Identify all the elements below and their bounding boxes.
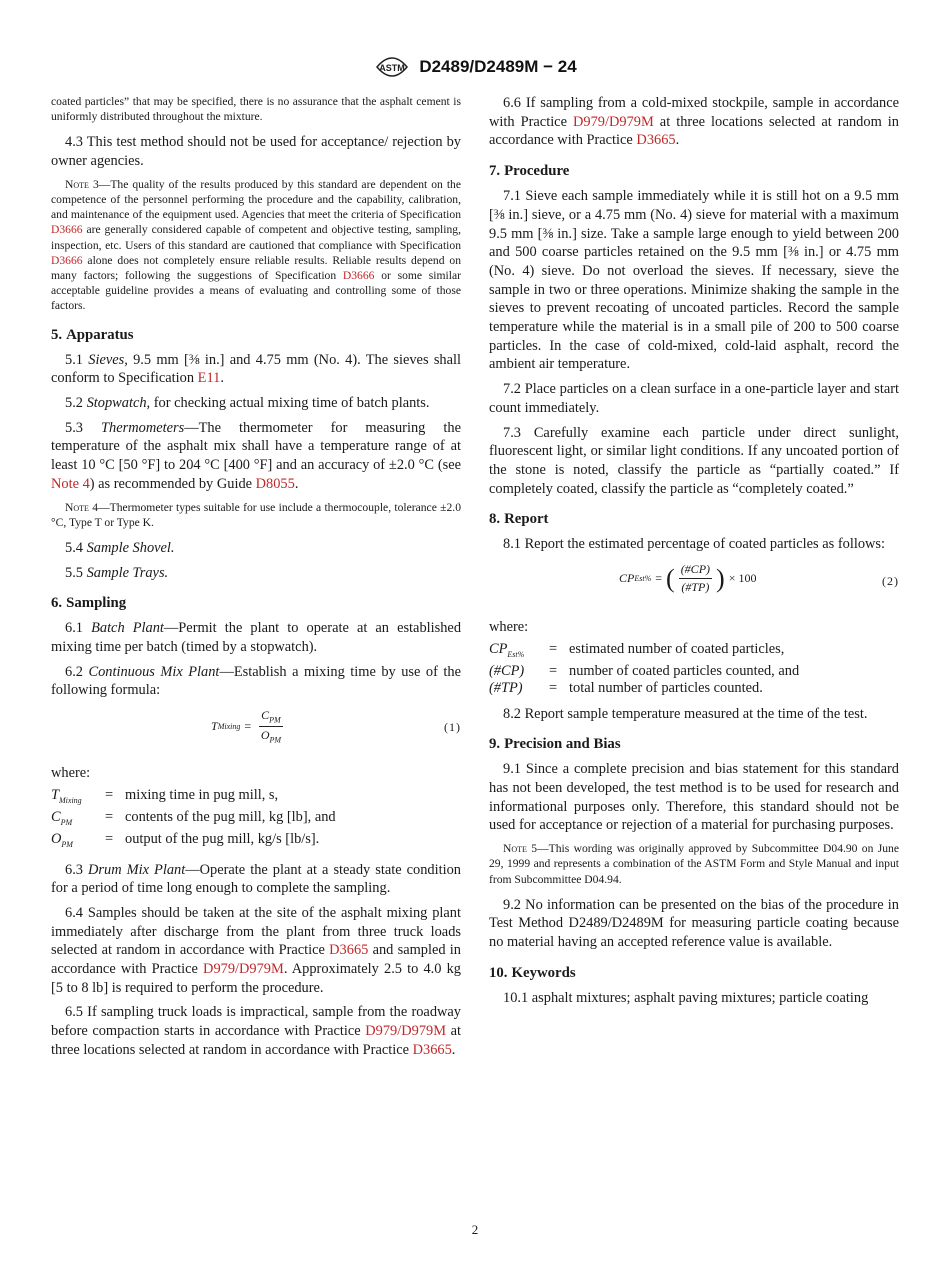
link-note-4[interactable]: Note 4 [51, 475, 90, 492]
link-d3666[interactable]: D3666 [51, 253, 83, 267]
equation-number: (1) [444, 720, 461, 735]
section-heading-procedure: 7. Procedure [489, 163, 570, 180]
variable-definitions [51, 787, 461, 853]
note-3: Note 3—The quality of the results produced by this standard are dependent on the competence of the personnel performing the procedure and the capability, calibration, and maintenance of the equipment used. Agencies that meet the criteria of Specification D3666 are generally considered capable of competent and objective testing, sampling, inspection, etc. Users of this standard are cautioned that compliance with Specification D3666 alone does not completely ensure reliable results. Reliable results depend on many factors; following the suggestions of Specification D3666 or some similar acceptable guideline provides a means of evaluating and controlling some of those factors. [51, 177, 462, 313]
paragraph-7-1: 7.1 Sieve each sample immediately while it is still hot on a 9.5 mm [⅜ in.] sieve, or a 4.75 mm (No. 4) sieve for material with a maximum 9.5 mm [⅜ in.] size. Take a sample large enough to yield between 200 and 500 coarse particles retained on the 9.5 mm [⅜ in.] or 4.75 mm (No. 4) sieve. Do not overload the sieves. If necessary, sieve the sample in two or three operations. Minimize shaking the sample in the sieves to prevent recoating of uncoated particles. Record the sample temperature while the material is in a small pile of 200 to 500 coarse particles. In the case of cold-mixed, cold-laid asphalt, record the ambient air temperature. [489, 188, 899, 373]
svg-text:ASTM: ASTM [379, 63, 406, 73]
paragraph-5-1: 5.1 Sieves, 9.5 mm [⅜ in.] and 4.75 mm (No. 4). The sieves shall conform to Specification E11. [51, 351, 461, 387]
definition-row: (#TP) = total number of particles counted. [489, 679, 763, 696]
paragraph-6-5: 6.5 If sampling truck loads is impractical, sample from the roadway before compaction starts in accordance with Practice D979/D979M at three locations selected at random in accordance with Practice D3665. [51, 1004, 461, 1058]
paragraph-6-4: 6.4 Samples should be taken at the site of the asphalt mixing plant immediately after discharge from the plant from three truck loads selected at random in accordance with Practice D3665 and sampled in accordance with Practice D979/D979M. Approximately 2.5 to 4.0 kg [5 to 8 lb] is required to perform the procedure. [51, 904, 461, 996]
paragraph-9-1: 9.1 Since a complete precision and bias statement for this standard has not been developed, the test method is to be used for research and informational purposes only. Therefore, this standard should not be used for acceptance or rejection of a material for purchasing purposes. [489, 761, 899, 834]
definition-row: $T_{Mixing}$ = mixing time in pug mill, s, [51, 786, 279, 805]
paragraph-7-3: 7.3 Carefully examine each particle under direct sunlight, fluorescent light, or similar light conditions. If any uncoated portion of the stone is noted, classify the particle as “partially coated.” If completely coated, classify the particle as “completely coated.” [489, 424, 899, 497]
astm-logo [373, 51, 411, 83]
paragraph-5-4: 5.4 Sample Shovel. [65, 539, 175, 556]
paragraph-9-2: 9.2 No information can be presented on the bias of the procedure in Test Method D2489/D2489M for measuring particle coating because no material having an accepted reference value is available. [489, 896, 899, 951]
section-heading-precision-bias: 9. Precision and Bias [489, 736, 621, 753]
link-e11[interactable]: E11 [197, 370, 221, 387]
paragraph-5-3: 5.3 Thermometers—The thermometer for measuring the temperature of the asphalt mix shall have a temperature range of at least 10 °C [50 °F] to 204 °C [400 °F] and an accuracy of ±2.0 °C (see Note 4) as recommended by Guide D8055. [51, 419, 461, 492]
paragraph-6-2: 6.2 Continuous Mix Plant—Establish a mixing time by use of the following formula: [51, 663, 461, 699]
section-heading-sampling: 6. Sampling [51, 595, 127, 612]
page-number: 2 [471, 1222, 479, 1237]
section-heading-apparatus: 5. Apparatus [51, 326, 134, 343]
note-4: Note 4—Thermometer types suitable for use include a thermocouple, tolerance ±2.0 °C, Type T or Type K. [51, 500, 461, 529]
definition-row: (#CP) = number of coated particles counted, and [489, 662, 800, 679]
paragraph-8-1: 8.1 Report the estimated percentage of coated particles as follows: [503, 536, 886, 553]
page-header [0, 50, 950, 84]
paragraph-8-2: 8.2 Report sample temperature measured at the time of the test. [503, 705, 868, 722]
document-designation: D2489/D2489M − 24 [419, 57, 577, 76]
link-d979[interactable]: D979/D979M [203, 961, 284, 978]
paragraph-10-1: 10.1 asphalt mixtures; asphalt paving mixtures; particle coating [503, 989, 869, 1006]
where-label: where: [489, 619, 529, 636]
paragraph-7-2: 7.2 Place particles on a clean surface in a one-particle layer and start count immediately. [489, 381, 899, 416]
link-d8055[interactable]: D8055 [255, 475, 295, 492]
paragraph-5-5: 5.5 Sample Trays. [65, 564, 169, 581]
equation-number: (2) [882, 574, 899, 589]
left-column [51, 94, 461, 1066]
link-d3665[interactable]: D3665 [636, 132, 676, 149]
paragraph-continued: coated particles” that may be specified, there is no assurance that the asphalt cement is uniformly distributed throughout the mixture. [51, 95, 461, 124]
definition-row: $CP_{Est\%}$ = estimated number of coated particles, [489, 640, 785, 659]
paragraph-6-1: 6.1 Batch Plant—Permit the plant to operate at an established mixing time per batch (timed by a stopwatch). [51, 620, 462, 656]
where-label: where: [51, 765, 91, 782]
link-d979[interactable]: D979/D979M [573, 113, 654, 130]
right-column [489, 94, 899, 1014]
paragraph-6-6: 6.6 If sampling from a cold-mixed stockpile, sample in accordance with Practice D979/D979M at three locations selected at random in accordance with Practice D3665. [489, 95, 899, 149]
link-d3665[interactable]: D3665 [412, 1041, 452, 1058]
paragraph-6-3: 6.3 Drum Mix Plant—Operate the plant at a steady state condition for a period of time long enough to complete the sampling. [51, 861, 461, 897]
link-d3666[interactable]: D3666 [342, 269, 375, 283]
section-heading-keywords: 10. Keywords [489, 964, 576, 981]
variable-definitions [489, 641, 899, 697]
equation-2: CP Est% = ( $\frac{(\#CP)}{(\#TP)}$ ) × 100 (2) [619, 562, 899, 595]
paragraph-5-2: 5.2 Stopwatch, for checking actual mixing time of batch plants. [65, 395, 430, 412]
equation-1: T Mixing = $\frac{C_{PM}}{O_{PM}}$ (1) [211, 708, 461, 744]
note-5: Note 5—This wording was originally approved by Subcommittee D04.90 on June 29, 1999 and represents a combination of the ASTM Form and Style Manual and input from Subcommittee D04.94. [489, 842, 899, 886]
link-d979[interactable]: D979/D979M [365, 1023, 447, 1040]
definition-row: $C_{PM}$ = contents of the pug mill, kg [lb], and [51, 808, 336, 827]
definition-row: $O_{PM}$ = output of the pug mill, kg/s [lb/s]. [51, 830, 320, 849]
section-heading-report: 8. Report [489, 511, 549, 528]
paragraph-4-3: 4.3 This test method should not be used for acceptance/ rejection by owner agencies. [51, 134, 461, 170]
link-d3666[interactable]: D3666 [51, 223, 83, 237]
link-d3665[interactable]: D3665 [329, 942, 369, 959]
